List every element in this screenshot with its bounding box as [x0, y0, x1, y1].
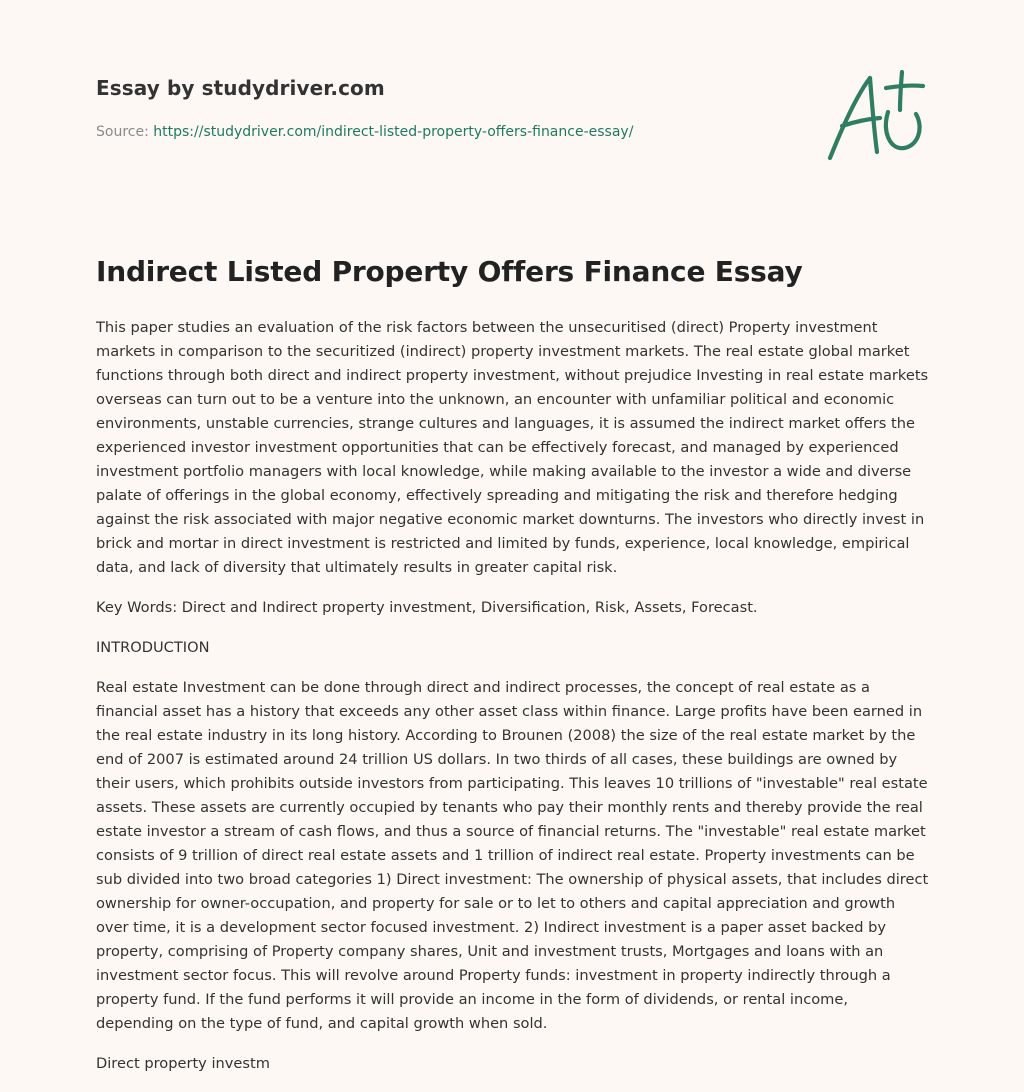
source-line: [96, 124, 633, 140]
source-label: Source:: [96, 124, 149, 140]
abstract-paragraph: This paper studies an evaluation of the risk factors between the unsecuritised (direct) Property investment markets in comparison to the securitized (indirect) property investment markets. The real estate global market functions through both direct and indirect property investment, without prejudice Investing in real estate markets overseas can turn out to be a venture into the unknown, an encounter with unfamiliar political and economic environments, unstable currencies, strange cultures and languages, it is assumed the indirect market offers the experienced investor investment opportunities that can be effectively forecast, and managed by experienced investment portfolio managers with local knowledge, while making available to the investor a wide and diverse palate of offerings in the global economy, effectively spreading and mitigating the risk and therefore hedging against the risk associated with major negative economic market downturns. The investors who directly invest in brick and mortar in direct investment is restricted and limited by funds, experience, local knowledge, empirical data, and lack of diversity that ultimately results in greater capital risk.: [96, 319, 929, 576]
a-plus-logo: [820, 66, 930, 166]
essay-content: [96, 316, 930, 1092]
essay-title: Indirect Listed Property Offers Finance Essay: [96, 255, 803, 288]
introduction-heading: INTRODUCTION: [96, 639, 210, 656]
source-link[interactable]: https://studydriver.com/indirect-listed-property-offers-finance-essay/: [153, 124, 634, 140]
introduction-paragraph: Real estate Investment can be done through direct and indirect processes, the concept of real estate as a financial asset has a history that exceeds any other asset class within finance. Large profits have been earned in the real estate industry in its long history. According to Brounen (2008) the size of the real estate market by the end of 2007 is estimated around 24 trillion US dollars. In two thirds of all cases, these buildings are owned by their users, which prohibits outside investors from participating. This leaves 10 trillions of "investable" real estate assets. These assets are currently occupied by tenants who pay their monthly rents and thereby provide the real estate investor a stream of cash flows, and thus a source of financial returns. The "investable" real estate market consists of 9 trillion of direct real estate assets and 1 trillion of indirect real estate. Property investments can be sub divided into two broad categories 1) Direct investment: The ownership of physical assets, that includes direct ownership for owner-occupation, and property for sale or to let to others and capital appreciation and growth over time, it is a development sector focused investment. 2) Indirect investment is a paper asset backed by property, comprising of Property company shares, Unit and investment trusts, Mortgages and loans with an investment sector focus. This will revolve around Property funds: investment in property indirectly through a property fund. If the fund performs it will provide an income in the form of dividends, or rental income, depending on the type of fund, and capital growth when sold.: [96, 679, 929, 1032]
site-title: Essay by studydriver.com: [96, 76, 385, 100]
direct-property-paragraph: Direct property investm: [96, 1055, 270, 1072]
key-words-paragraph: Key Words: Direct and Indirect property investment, Diversification, Risk, Assets, Forecast.: [96, 599, 758, 616]
